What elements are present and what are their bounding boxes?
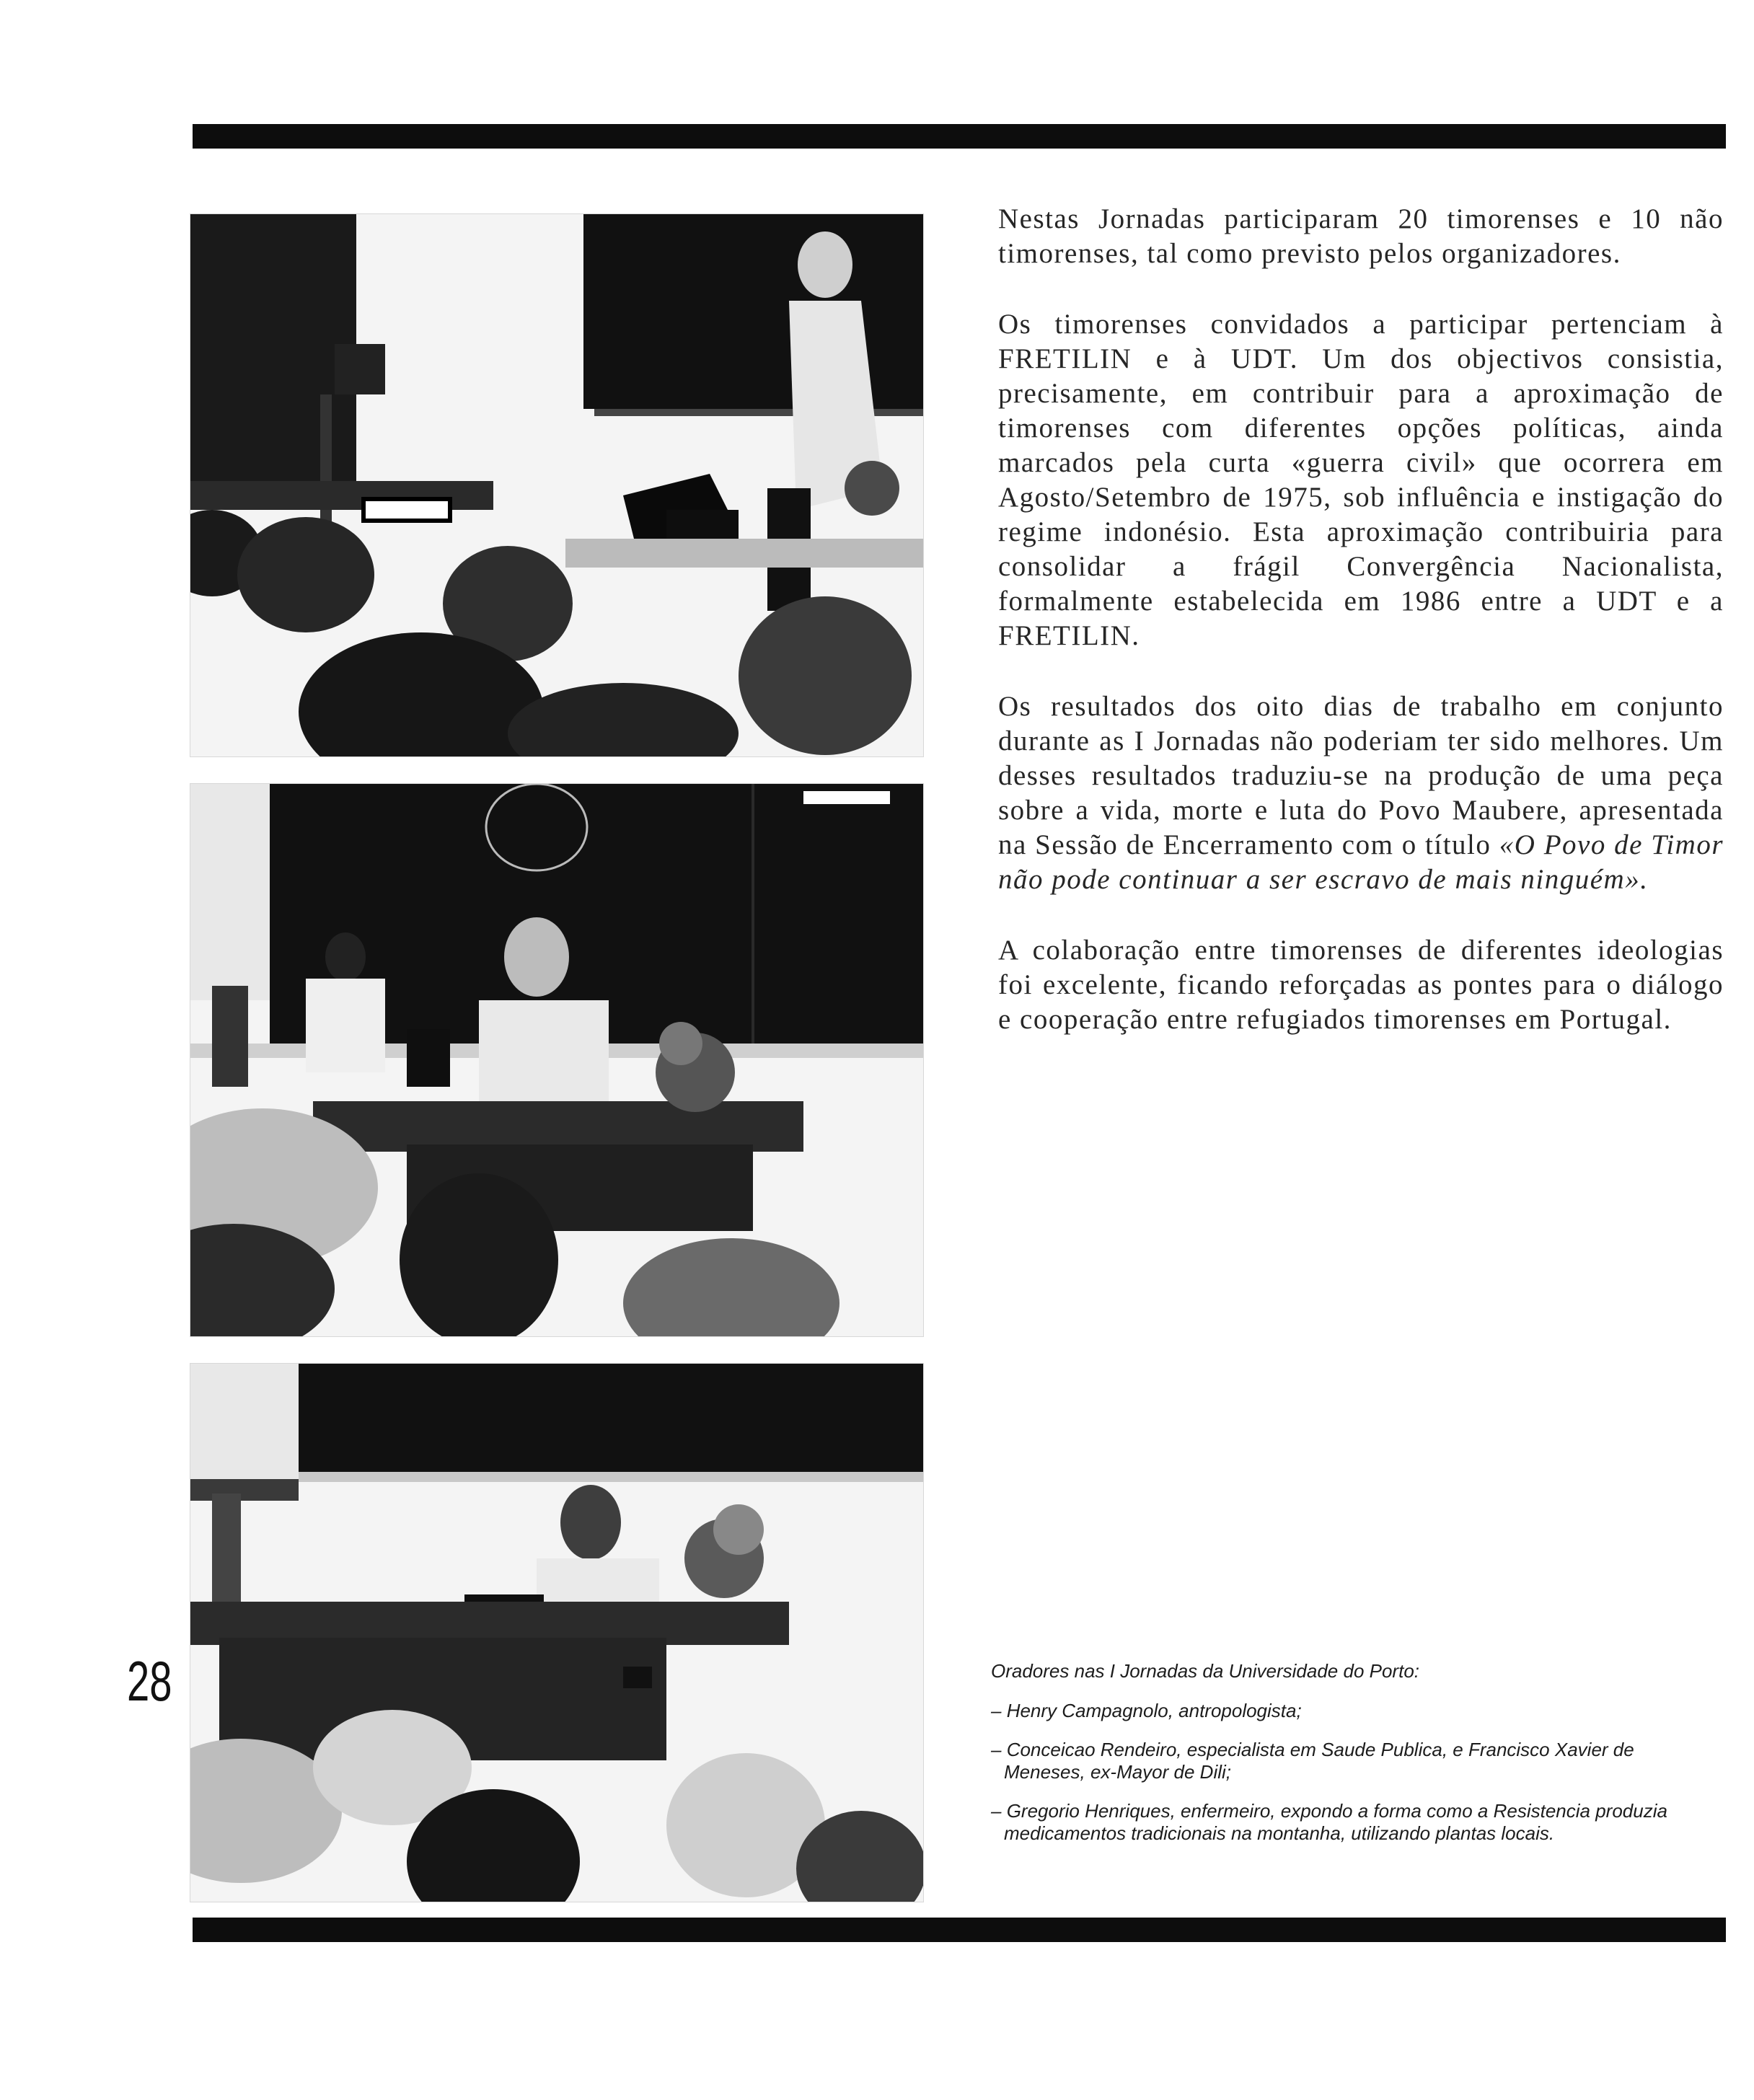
paragraph-participants: Nestas Jornadas participaram 20 timorenses e 10 não timorenses, tal como previsto pelos organizadores. <box>998 203 1724 269</box>
caption-item-campagnolo: – Henry Campagnolo, antropologista; <box>991 1700 1683 1722</box>
caption-item-rendeiro-meneses: – Conceicao Rendeiro, especialista em Saude Publica, e Francisco Xavier de Meneses, ex-Mayor de Dili; <box>991 1739 1683 1783</box>
caption-item-henriques: – Gregorio Henriques, enfermeiro, expondo a forma como a Resistencia produzia medicamentos tradicionais na montanha, utilizando plantas locais. <box>991 1800 1683 1845</box>
top-rule <box>193 124 1726 149</box>
paragraph-collaboration: A colaboração entre timorenses de diferentes ideologias foi excelente, ficando reforçadas as pontes para o diálogo e cooperação entre refugiados timorenses em Portugal. <box>998 935 1724 1035</box>
play-title: «O Povo de Timor não pode continuar a ser escravo de mais ninguém». <box>998 829 1724 895</box>
paragraph-results-text: Os resultados dos oito dias de trabalho em conjunto durante as I Jornadas não poderiam ter sido melhores. Um desses resultados traduziu-se na produção de uma peça sobre a vida, morte e luta do Povo Maubere, apresentada na Sessão de Encerramento com o título <box>998 691 1724 860</box>
photo-speaker-standing <box>190 213 924 757</box>
photo-caption <box>991 1660 1683 1861</box>
caption-title: Oradores nas I Jornadas da Universidade do Porto: <box>991 1660 1420 1682</box>
photo-speaker-seated <box>190 1363 924 1902</box>
article-body <box>998 202 1724 1073</box>
caption-list <box>991 1700 1683 1845</box>
page-number: 28 <box>127 1649 172 1713</box>
paragraph-invited-timorese: Os timorenses convidados a participar pertenciam à FRETILIN e à UDT. Um dos objectivos consistia, precisamente, em contribuir para a aproximação de timorenses com diferentes opções políticas, ainda marcados pela curta «guerra civil» que ocorrera em Agosto/Setembro de 1975, sob influência e instigação do regime indonésio. Esta aproximação contribuiria para consolidar a frágil Convergência Nacionalista, formalmente estabelecida em 1986 entre a UDT e a FRETILIN. <box>998 309 1724 651</box>
photo-two-speakers <box>190 783 924 1337</box>
bottom-rule <box>193 1918 1726 1942</box>
paragraph-results <box>998 689 1724 897</box>
